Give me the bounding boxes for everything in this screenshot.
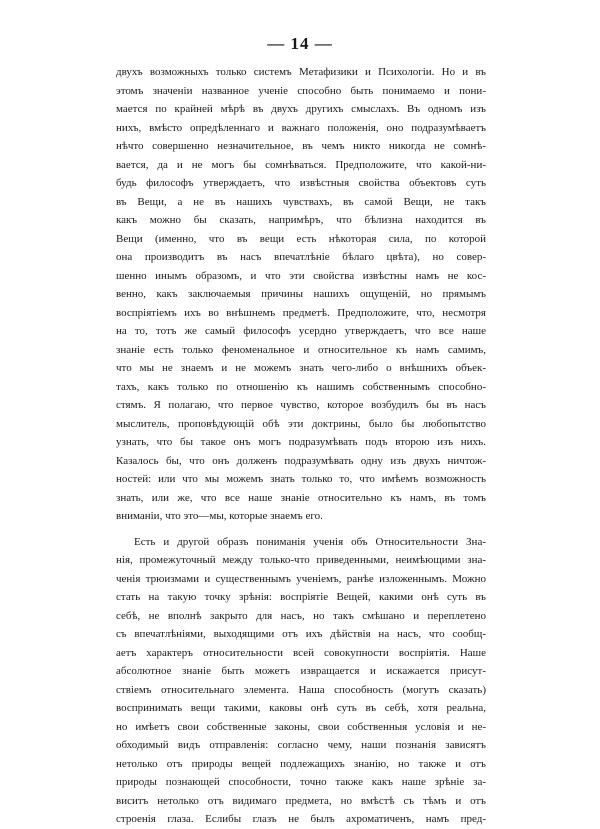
text-line: ностей: или что мы можемъ знать только то, что имѣемъ возможность [116,473,486,485]
text-line: виситъ нетолько отъ видимаго предмета, но вмѣстѣ съ тѣмъ и отъ [116,794,486,807]
text-line: съ впечатлѣніями, выходящими отъ ихъ дѣйствія на насъ, что сообщ- [116,628,486,640]
text-line: обходимый видъ отправленія: согласно чему, наши познанія зависятъ [116,739,486,751]
text-line: строенія глаза. Еслибы глазъ не былъ ахроматиченъ, намъ пред- [116,813,486,825]
text-line: нѣчто совершенно незначительное, въ чемъ никто никогда не сомнѣ- [116,140,486,152]
text-line: она производитъ въ насъ впечатлѣніе бѣлаго цвѣта), но совер- [116,251,486,263]
text-line: аетъ характеръ относительности всей совокупности воспріятія. Наше [116,646,486,659]
text-line: какъ можно бы сказать, напримѣръ, что бѣлизна находится въ [116,214,486,226]
text-line: но имѣетъ свои собственные законы, свои собственныя условія и не- [116,720,486,733]
text-line: на то, тотъ же самый философъ усердно утверждаетъ, что все наше [116,325,486,337]
text-line: Вещи (именно, что въ вещи есть нѣкоторая сила, по которой [116,232,486,245]
text-line: себѣ, не вполнѣ закрыто для насъ, но такъ смѣшано и переплетено [116,609,486,622]
text-line: нія, промежуточный между только-что приведенными, неимѣющими зна- [116,554,486,566]
text-line: Есть и другой образъ пониманія ученія объ Относительности Зна- [134,535,486,548]
text-line: воспріятіемъ ихъ во внѣшнемъ предметѣ. Предположите, что, несмотря [116,306,486,319]
text-line: въ Вещи, а не въ нашихъ чувствахъ, въ самой Вещи, не такъ [116,195,486,208]
text-line: узнать, что бы такое онъ могъ подразумѣвать подъ второю изъ нихъ. [116,436,486,448]
paragraph-2 [116,533,486,829]
text-line: венно, какъ заключаемыя причины нашихъ ощущеній, но прямымъ [116,288,486,300]
text-line: знаніе есть только феноменальное и относительное къ намъ самимъ, [116,343,486,356]
text-line: мыслитель, проповѣдующій обѣ эти доктрины, было бы любопытство [116,417,486,430]
text-line: нетолько отъ природы вещей подлежащихъ знанію, но также и отъ [116,757,486,770]
text-line: вниманіи, что это—мы, которые знаемъ его. [116,510,323,522]
text-line: стямъ. Я полагаю, что первое чувство, которое возбудилъ бы въ насъ [116,399,486,411]
text-line: нихъ, вмѣсто опредѣленнаго и важнаго положенія, оно подразумѣваетъ [116,121,486,134]
text-line: ченія трюизмами и существеннымъ ученіемъ, ранѣе изложеннымъ. Можно [116,572,486,585]
text-line: природы познающей способности, точно также какъ наше зрѣніе за- [116,776,486,788]
text-body [116,63,486,829]
text-line: воспринимать вещи такими, каковы онѣ суть въ себѣ, хотя реальна, [116,702,486,714]
text-line: абсолютное знаніе быть можетъ извращается и искажается присут- [116,665,486,677]
text-line: шенно инымъ образомъ, и что эти свойства извѣстны намъ не кос- [116,269,486,282]
text-line: знать, или же, что все наше знаніе относительно къ намъ, въ томъ [116,491,486,504]
text-line: двухъ возможныхъ только системъ Метафизики и Психологіи. Но и въ [116,66,486,78]
text-line: стать на такую точку зрѣнія: воспріятіе Вещей, какими онѣ суть въ [116,591,486,603]
text-line: вается, да и не могъ бы сомнѣваться. Предположите, что какой-ни- [116,158,486,171]
text-line: Казалось бы, что онъ долженъ подразумѣвать одну изъ двухъ ничтож- [116,454,486,467]
text-line: ствіемъ относительнаго элемента. Наша способность (могутъ сказать) [116,683,486,696]
page-number: — 14 — [267,34,333,53]
text-line: будь философъ утверждаетъ, что извѣстныя свойства объектовъ суть [116,177,486,189]
paragraph-1 [116,63,486,526]
text-line: тахъ, какъ только по отношенію къ нашимъ собственнымъ способно- [116,380,486,393]
text-line: этомъ значеніи названное ученіе способно быть понимаемо и пони- [116,84,486,97]
text-line: мается по крайней мѣрѣ въ двухъ другихъ смыслахъ. Въ одномъ изъ [116,103,486,115]
text-line: что мы не знаемъ и не можемъ знать чего-либо о внѣшнихъ объек- [116,362,486,374]
